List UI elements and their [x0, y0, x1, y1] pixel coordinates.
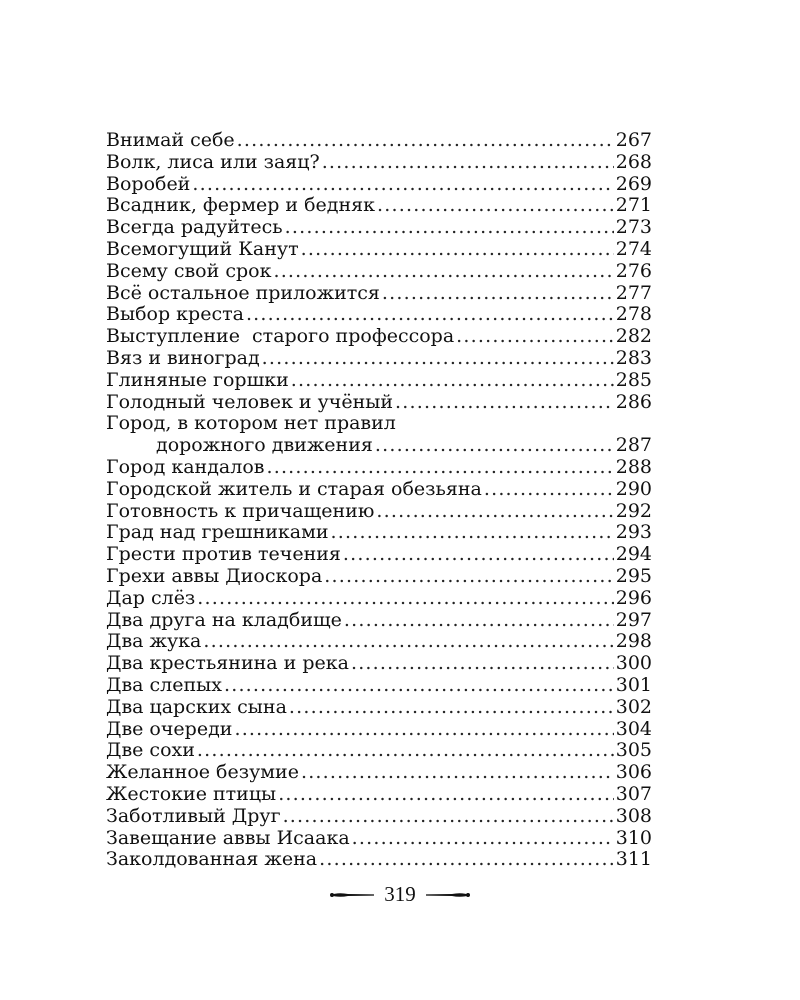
toc-entry-title: Глиняные горшки [106, 368, 289, 391]
toc-entry-title: Всадник, фермер и бедняк [106, 194, 376, 217]
toc-entry-page: 293 [615, 521, 652, 544]
dot-leader [278, 784, 614, 806]
dot-leader [283, 806, 614, 828]
toc-entry-continuation[interactable] [106, 435, 652, 457]
toc-entry[interactable] [106, 370, 652, 392]
toc-entry-title: Готовность к причащению [106, 499, 375, 522]
dot-leader [331, 522, 614, 544]
dot-leader [192, 174, 613, 196]
dot-leader [351, 653, 614, 675]
toc-entry[interactable] [106, 261, 652, 283]
toc-entry[interactable] [106, 217, 652, 239]
toc-entry-title: Выбор креста [106, 303, 244, 326]
toc-entry-title: Жестокие птицы [106, 782, 277, 805]
toc-entry[interactable] [106, 653, 652, 675]
toc-entry-page: 283 [615, 346, 652, 369]
dot-leader [289, 697, 614, 719]
toc-entry-title: Воробей [106, 172, 191, 195]
dot-leader [456, 326, 614, 348]
page-number: 319 [384, 882, 416, 906]
dot-leader [197, 740, 614, 762]
dot-leader [382, 283, 614, 305]
dot-leader [285, 217, 614, 239]
toc-entry[interactable] [106, 762, 652, 784]
toc-entry-title: Голодный человек и учёный [106, 390, 394, 413]
toc-entry[interactable] [106, 501, 652, 523]
toc-entry-title-continuation: дорожного движения [156, 434, 373, 457]
toc-entry-page: 287 [615, 434, 652, 457]
toc-entry-title: Город, в котором нет правил [106, 412, 396, 435]
toc-entry-page: 311 [615, 848, 652, 871]
toc-entry-title: Завещание аввы Исаака [106, 826, 350, 849]
toc-entry-page: 277 [615, 281, 652, 304]
toc-entry-page: 278 [615, 303, 652, 326]
toc-entry-title: Два царских сына [106, 695, 287, 718]
dot-leader [375, 435, 614, 457]
toc-entry-page: 296 [615, 586, 652, 609]
toc-entry[interactable] [106, 522, 652, 544]
toc-entry-title: Град над грешниками [106, 521, 329, 544]
toc-entry-title: Желанное безумие [106, 761, 299, 784]
toc-entry-page: 268 [615, 150, 652, 173]
toc-entry[interactable] [106, 675, 652, 697]
toc-entry-title: Всё остальное приложится [106, 281, 380, 304]
toc-entry-page: 302 [615, 695, 652, 718]
toc-entry[interactable] [106, 152, 652, 174]
toc-entry-page: 274 [615, 237, 652, 260]
toc-entry-title: Волк, лиса или заяц? [106, 150, 320, 173]
toc-entry[interactable] [106, 631, 652, 653]
dot-leader [344, 610, 614, 632]
toc-entry[interactable] [106, 806, 652, 828]
left-ornament-icon [328, 888, 376, 902]
dot-leader [352, 828, 614, 850]
toc-entry[interactable] [106, 849, 652, 871]
page-footer [0, 882, 800, 907]
dot-leader [266, 457, 613, 479]
dot-leader [377, 195, 614, 217]
dot-leader [246, 304, 614, 326]
toc-entry-page: 306 [615, 761, 652, 784]
dot-leader [224, 675, 614, 697]
toc-entry-multiline[interactable] [106, 413, 652, 435]
toc-entry-page: 298 [615, 630, 652, 653]
dot-leader [237, 130, 614, 152]
toc-entry-title: Заботливый Друг [106, 804, 281, 827]
toc-entry-page: 300 [615, 652, 652, 675]
dot-leader [291, 370, 614, 392]
toc-entry-page: 273 [615, 216, 652, 239]
toc-entry[interactable] [106, 130, 652, 152]
toc-entry-page: 286 [615, 390, 652, 413]
toc-entry[interactable] [106, 697, 652, 719]
toc-entry[interactable] [106, 239, 652, 261]
dot-leader [319, 849, 614, 871]
toc-entry[interactable] [106, 828, 652, 850]
dot-leader [395, 392, 614, 414]
toc-entry[interactable] [106, 348, 652, 370]
toc-entry-title: Грести против течения [106, 543, 341, 566]
dot-leader [301, 762, 614, 784]
dot-leader [484, 479, 614, 501]
dot-leader [343, 544, 614, 566]
toc-entry[interactable] [106, 195, 652, 217]
toc-entry-page: 269 [615, 172, 652, 195]
dot-leader [203, 631, 613, 653]
toc-entry-page: 305 [615, 739, 652, 762]
toc-entry-page: 288 [615, 455, 652, 478]
dot-leader [197, 588, 613, 610]
toc-entry-title: Две очереди [106, 717, 233, 740]
toc-entry-title: Дар слёз [106, 586, 196, 609]
toc-entry[interactable] [106, 588, 652, 610]
toc-entry-title: Город кандалов [106, 455, 265, 478]
toc-entry-page: 297 [615, 608, 652, 631]
toc-entry[interactable] [106, 479, 652, 501]
table-of-contents [106, 130, 652, 871]
toc-entry[interactable] [106, 174, 652, 196]
toc-entry[interactable] [106, 392, 652, 414]
dot-leader [322, 152, 614, 174]
toc-entry-title: Всегда радуйтесь [106, 216, 283, 239]
toc-entry[interactable] [106, 719, 652, 741]
toc-entry-page: 307 [615, 782, 652, 805]
dot-leader [273, 261, 613, 283]
toc-entry-title: Два крестьянина и река [106, 652, 349, 675]
toc-entry-title: Выступление старого профессора [106, 325, 455, 348]
dot-leader [301, 239, 614, 261]
toc-entry-title: Заколдованная жена [106, 848, 318, 871]
toc-entry[interactable] [106, 566, 652, 588]
toc-entry-page: 294 [615, 543, 652, 566]
toc-entry-title: Городской житель и старая обезьяна [106, 477, 482, 500]
toc-entry[interactable] [106, 740, 652, 762]
toc-entry-page: 310 [615, 826, 652, 849]
dot-leader [262, 348, 614, 370]
right-ornament-icon [424, 888, 472, 902]
toc-entry-title: Вяз и виноград [106, 346, 260, 369]
toc-entry[interactable] [106, 610, 652, 632]
toc-entry[interactable] [106, 326, 652, 348]
toc-entry-title: Два слепых [106, 673, 222, 696]
toc-entry[interactable] [106, 283, 652, 305]
toc-entry[interactable] [106, 304, 652, 326]
toc-entry-page: 301 [615, 673, 652, 696]
toc-entry-page: 295 [615, 564, 652, 587]
toc-entry[interactable] [106, 784, 652, 806]
toc-entry-title: Две сохи [106, 739, 195, 762]
toc-entry-title: Всемогущий Канут [106, 237, 299, 260]
toc-entry-page: 267 [615, 129, 652, 151]
toc-entry-page: 304 [615, 717, 652, 740]
toc-entry-title: Внимай себе [106, 129, 235, 151]
toc-entry-page: 271 [615, 194, 652, 217]
toc-entry[interactable] [106, 544, 652, 566]
dot-leader [376, 501, 613, 523]
toc-entry-title: Грехи аввы Диоскора [106, 564, 323, 587]
toc-entry-page: 290 [615, 477, 652, 500]
toc-entry-title: Два друга на кладбище [106, 608, 342, 631]
toc-entry-page: 308 [615, 804, 652, 827]
toc-entry-page: 276 [615, 259, 652, 282]
toc-entry-title: Всему свой срок [106, 259, 272, 282]
toc-entry-page: 292 [615, 499, 652, 522]
toc-entry-page: 285 [615, 368, 652, 391]
dot-leader [324, 566, 613, 588]
dot-leader [234, 719, 613, 741]
toc-entry-page: 282 [615, 325, 652, 348]
toc-entry[interactable] [106, 457, 652, 479]
toc-entry-title: Два жука [106, 630, 202, 653]
